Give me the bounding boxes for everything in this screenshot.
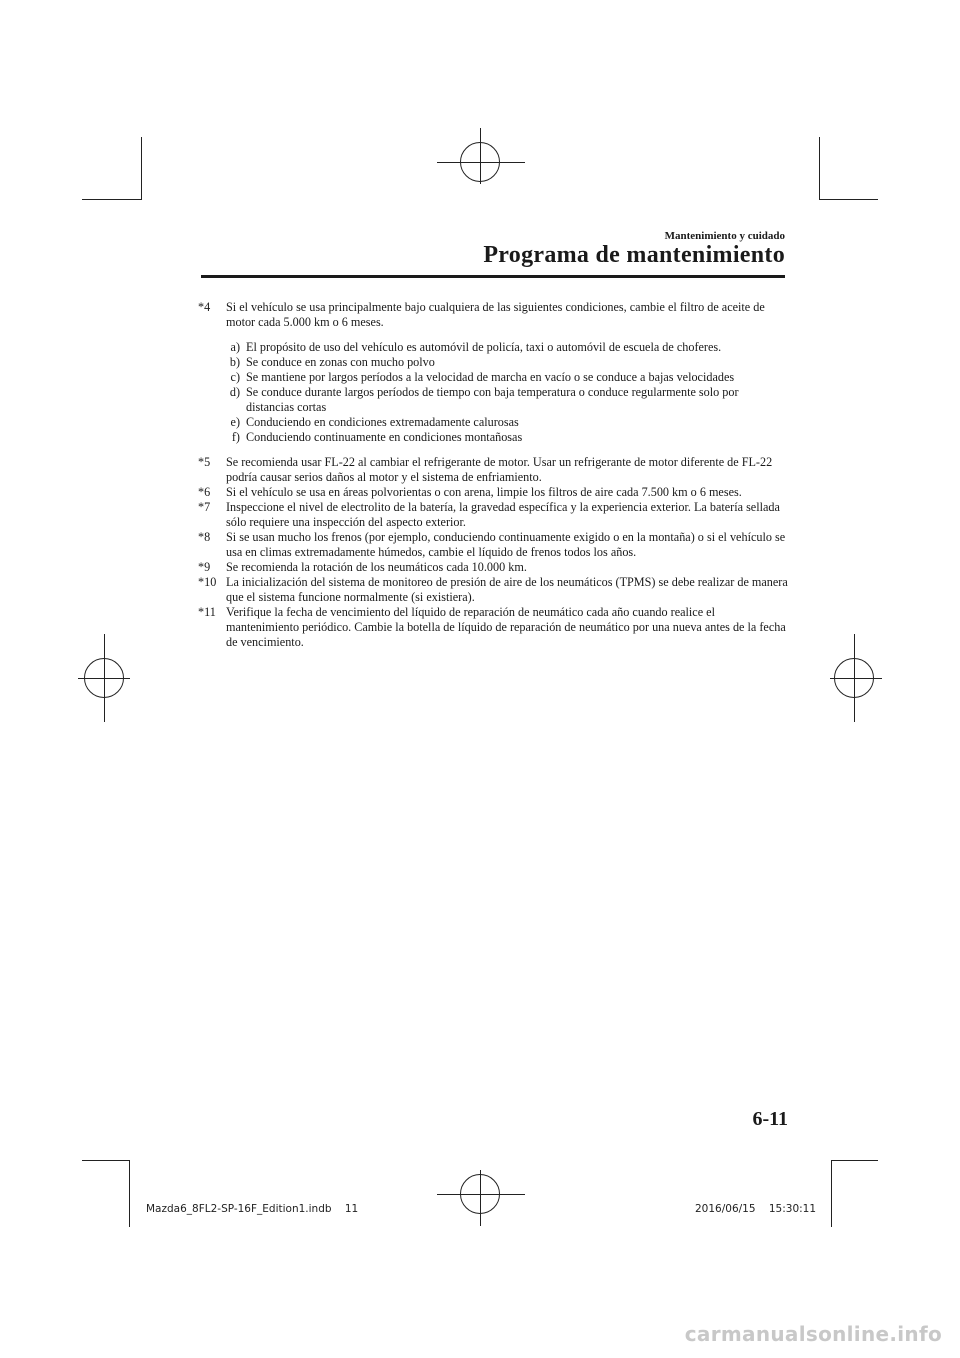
list-item (224, 415, 788, 430)
list-item (224, 430, 788, 445)
list-text: Conduciendo continuamente en condiciones montañosas (246, 430, 523, 444)
note-item (198, 455, 788, 485)
list-text: Se conduce durante largos períodos de tiempo con baja temperatura o conduce regularmente solo por distancias cortas (246, 385, 739, 414)
page-number: 6-11 (752, 1108, 788, 1130)
crop-mark (82, 199, 141, 200)
note-mark: *9 (198, 560, 211, 574)
registration-line (830, 678, 882, 679)
list-marker: b) (229, 355, 240, 369)
note-mark: *5 (198, 455, 211, 469)
note-text: Si se usan mucho los frenos (por ejemplo, conduciendo continuamente exigido o en la montaña) o si el vehículo se usa en climas extremadamente húmedos, cambie el líquido de frenos todos los años. (226, 530, 786, 559)
note-item (198, 605, 788, 650)
list-marker: c) (230, 370, 240, 384)
note-text: Se recomienda usar FL-22 al cambiar el refrigerante de motor. Usar un refrigerante de motor diferente de FL-22 podría causar serios daños al motor y el sistema de enfriamiento. (226, 455, 773, 484)
note-item (198, 485, 788, 500)
note-item (198, 530, 788, 560)
registration-line (437, 1194, 525, 1195)
note-text: La inicialización del sistema de monitoreo de presión de aire de los neumáticos (TPMS) se debe realizar de manera que el sistema funcione normalmente (si existiera). (226, 575, 788, 604)
print-slug-file: Mazda6_8FL2-SP-16F_Edition1.indb 11 (146, 1203, 359, 1215)
header-rule (201, 275, 785, 278)
registration-line (104, 634, 105, 722)
print-slug-date: 2016/06/15 15:30:11 (695, 1203, 817, 1215)
note-mark: *8 (198, 530, 211, 544)
crop-mark (129, 1160, 130, 1227)
note-text: Verifique la fecha de vencimiento del líquido de reparación de neumático cada año cuando realice el mantenimiento periódico. Cambie la botella de líquido de reparación de neumático por una nueva antes de la fecha de vencimiento. (226, 605, 786, 649)
note-text: Inspeccione el nivel de electrolito de la batería, la gravedad específica y la experiencia exterior. La batería sellada sólo requiere una inspección del aspecto exterior. (226, 500, 780, 529)
list-marker: a) (230, 340, 240, 354)
crop-mark (819, 199, 878, 200)
list-text: Se mantiene por largos períodos a la velocidad de marcha en vacío o se conduce a bajas velocidades (246, 370, 735, 384)
registration-line (854, 634, 855, 722)
crop-mark (141, 137, 142, 200)
list-marker: d) (229, 385, 240, 399)
note-mark: *10 (198, 575, 217, 589)
note-mark: *6 (198, 485, 211, 499)
list-text: Se conduce en zonas con mucho polvo (246, 355, 435, 369)
note-mark: *4 (198, 300, 211, 314)
crop-mark (831, 1160, 832, 1227)
note-item (198, 575, 788, 605)
list-marker: f) (231, 430, 240, 444)
crop-mark (831, 1160, 878, 1161)
list-item (224, 370, 788, 385)
notes-content (198, 300, 788, 650)
crop-mark (82, 1160, 129, 1161)
list-text: Conduciendo en condiciones extremadamente calurosas (246, 415, 519, 429)
list-item (224, 340, 788, 355)
crop-mark (819, 137, 820, 200)
registration-line (480, 1170, 481, 1226)
section-label: Mantenimiento y cuidado (664, 230, 785, 242)
page-title: Programa de mantenimiento (483, 242, 785, 268)
note-mark: *7 (198, 500, 211, 514)
note-item (198, 560, 788, 575)
list-marker: e) (230, 415, 240, 429)
note-text: Si el vehículo se usa principalmente bajo cualquiera de las siguientes condiciones, cambie el filtro de aceite de motor cada 5.000 km o 6 meses. (226, 300, 765, 329)
list-text: El propósito de uso del vehículo es automóvil de policía, taxi o automóvil de escuela de choferes. (246, 340, 722, 354)
list-item (224, 355, 788, 370)
note-mark: *11 (198, 605, 216, 619)
list-item (224, 385, 788, 415)
watermark-text: carmanualsonline.info (684, 1322, 942, 1346)
registration-line (437, 162, 525, 163)
note-item (198, 500, 788, 530)
note-text: Se recomienda la rotación de los neumáticos cada 10.000 km. (226, 560, 527, 574)
conditions-list (224, 340, 788, 445)
note-item (198, 300, 788, 330)
note-text: Si el vehículo se usa en áreas polvorientas o con arena, limpie los filtros de aire cada 7.500 km o 6 meses. (226, 485, 742, 499)
registration-line (480, 128, 481, 184)
